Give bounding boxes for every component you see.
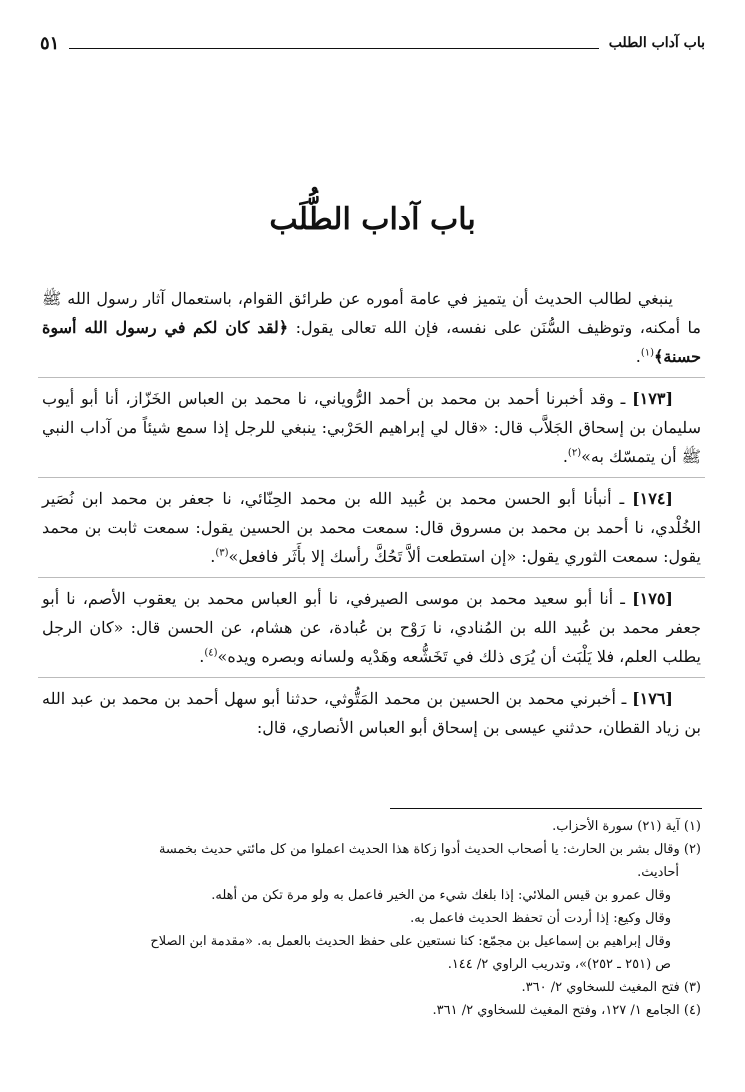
chapter-title: باب آداب الطُّلَب <box>269 202 476 237</box>
footnote-2-continuation: أحاديث. <box>637 865 679 880</box>
page-number: ٥١ <box>40 32 60 54</box>
footnotes <box>42 815 701 1022</box>
paragraph-divider <box>38 477 705 478</box>
footnote-2-d-continuation: ص (٢٥١ ـ ٢٥٢)»، وتدريب الراوي ٢/ ١٤٤. <box>447 957 671 972</box>
intro-end: . <box>635 347 641 366</box>
hadith-175 <box>42 584 701 671</box>
footnote-3: (٣) فتح المغيث للسخاوي ٢/ ٣٦٠. <box>521 980 701 995</box>
header-rule <box>69 48 598 49</box>
footnote-2-d: وقال إبراهيم بن إسماعيل بن مجمّع: كنا نستعين على حفظ الحديث بالعمل به. «مقدمة ابن الصلاح <box>150 934 671 949</box>
hadith-173 <box>42 384 701 471</box>
quran-quote-part-1: ﴿لقد كان لكم <box>192 318 289 337</box>
hadith-text: ـ أخبرني محمد بن الحسين بن محمد المَتُّوثي، حدثنا أبو سهل أحمد بن محمد بن عبد الله بن زياد القطان، حدثني عيسى بن إسحاق أبو العباس الأنصاري، قال: <box>42 689 701 737</box>
intro-line-2: رسول الله ﷺ ما أمكنه، وتوظيف السُّنَن على نفسه، فإن الله تعالى يقول: <box>42 289 702 337</box>
hadith-number: [١٧٤] <box>632 489 673 508</box>
intro-line-1: ينبغي لطالب الحديث أن يتميز في عامة أموره عن طرائق القوام، باستعمال آثار <box>143 289 673 308</box>
footnote-separator <box>390 808 702 809</box>
paragraph-divider <box>38 377 705 378</box>
quran-quote-part-2: في رسول الله أسوة حسنة﴾ <box>42 318 701 366</box>
footnote-2-c: وقال وكيع: إذا أردت أن تحفظ الحديث فاعمل به. <box>410 911 671 926</box>
footnote-2-b: وقال عمرو بن قيس الملائي: إذا بلغك شيء من الخير فاعمل به ولو مرة تكن من أهله. <box>211 888 671 903</box>
hadith-text: ـ وقد أخبرنا أحمد بن محمد بن أحمد الرُّوياني، نا محمد بن العباس الخَزّاز، أنا أبو أيوب سليمان بن إسحاق الجَلاَّب قال: «قال لي إبراهيم الحَرْبي: ينبغي للرجل إذا سمع شيئاً من آداب النبي ﷺ أن يتمسّك به» <box>42 389 701 466</box>
intro-paragraph <box>42 284 701 371</box>
hadith-text: ـ أنبأنا أبو الحسن محمد بن عُبيد الله بن محمد الحِنّائي، نا جعفر بن محمد ابن نُصَير الخُلْدي، نا أحمد بن محمد بن مسروق قال: سمعت محمد بن الحسين يقول: سمعت ثابت بن محمد يقول: سمعت الثوري يقول: «إن استطعت ألاَّ تَحُكَّ رأسك إلا بأَثَر فافعل» <box>42 489 701 566</box>
main-text <box>42 284 701 742</box>
hadith-number: [١٧٣] <box>632 389 674 408</box>
hadith-number: [١٧٥] <box>632 589 673 608</box>
footnote-2: (٢) وقال بشر بن الحارث: يا أصحاب الحديث أدوا زكاة هذا الحديث اعملوا من كل مائتي حديث بخمسة <box>158 842 701 857</box>
footnote-1: (١) آية (٢١) سورة الأحزاب. <box>552 819 701 834</box>
footnote-ref-3: (٣) <box>215 547 229 559</box>
paragraph-divider <box>38 677 705 678</box>
footnote-ref-2: (٢) <box>567 447 582 459</box>
running-header <box>40 28 705 58</box>
hadith-174 <box>42 484 701 571</box>
footnote-ref-4: (٤) <box>204 647 218 659</box>
hadith-end: . <box>199 647 205 666</box>
footnote-4: (٤) الجامع ١/ ١٢٧، وفتح المغيث للسخاوي ٢/ ٣٦١. <box>432 1003 701 1018</box>
running-header-title: باب آداب الطلب <box>608 35 705 51</box>
hadith-176 <box>42 684 701 742</box>
hadith-end: . <box>210 547 216 566</box>
hadith-end: . <box>562 447 568 466</box>
footnote-ref-1: (١) <box>640 347 655 359</box>
paragraph-divider <box>38 577 705 578</box>
hadith-text: ـ أنا أبو سعيد محمد بن موسى الصيرفي، نا أبو العباس محمد بن يعقوب الأصم، نا أبو جعفر محمد بن عُبيد الله بن المُنادي، نا رَوْح بن عُبادة، عن هشام، عن الحسن قال: «كان الرجل يطلب العلم، فلا يَلْبَث أن يُرَى ذلك في تَخَشُّعه وهَدْيه ولسانه وبصره ويده» <box>42 589 701 666</box>
hadith-number: [١٧٦] <box>632 689 673 708</box>
